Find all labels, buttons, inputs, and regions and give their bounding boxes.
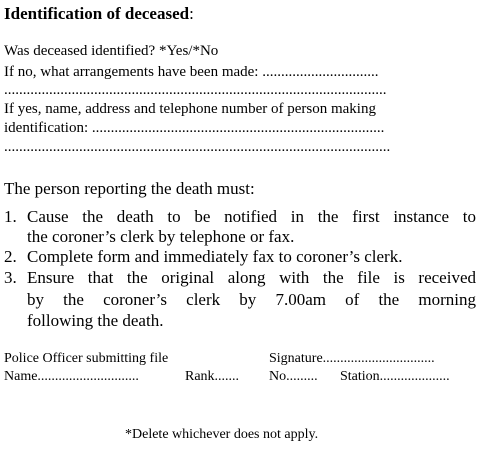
identifier-details-line: identification: .............................................................................. — [4, 120, 385, 136]
arrangements-answer-line: ...................................................................................................... — [4, 82, 387, 98]
question-arrangements: If no, what arrangements have been made: ............................... — [4, 64, 379, 80]
list-item-number: 3. — [4, 268, 17, 287]
list-item-number: 2. — [4, 247, 17, 266]
identifier-details-line-2: ....................................................................................................... — [4, 139, 391, 155]
list-item-text: Complete form and immediately fax to coroner’s clerk. — [27, 247, 403, 266]
station-field: Station.................... — [340, 369, 450, 384]
name-field: Name............................. — [4, 369, 139, 384]
question-identified: Was deceased identified? *Yes/*No — [4, 43, 219, 59]
list-item-text-cont: by the coroner’s clerk by 7.00am of the morning — [27, 290, 476, 309]
footnote: *Delete whichever does not apply. — [125, 427, 319, 442]
list-item-text-cont-2: following the death. — [27, 311, 164, 330]
heading-colon: : — [189, 4, 194, 23]
question-identifier-details: If yes, name, address and telephone number of person making — [4, 101, 376, 117]
section-heading-identification — [4, 5, 194, 22]
list-item-text-cont: the coroner’s clerk by telephone or fax. — [27, 227, 295, 246]
officer-submitting-label: Police Officer submitting file — [4, 351, 169, 366]
rank-field: Rank....... — [185, 369, 240, 384]
list-item-text: Cause the death to be notified in the first instance to — [27, 207, 476, 226]
list-item-text: Ensure that the original along with the file is received — [27, 268, 476, 287]
list-item-number: 1. — [4, 207, 17, 226]
heading-text: Identification of deceased — [4, 4, 190, 23]
reporting-intro: The person reporting the death must: — [4, 179, 255, 198]
number-field: No......... — [269, 369, 318, 384]
signature-field: Signature................................ — [269, 351, 435, 366]
